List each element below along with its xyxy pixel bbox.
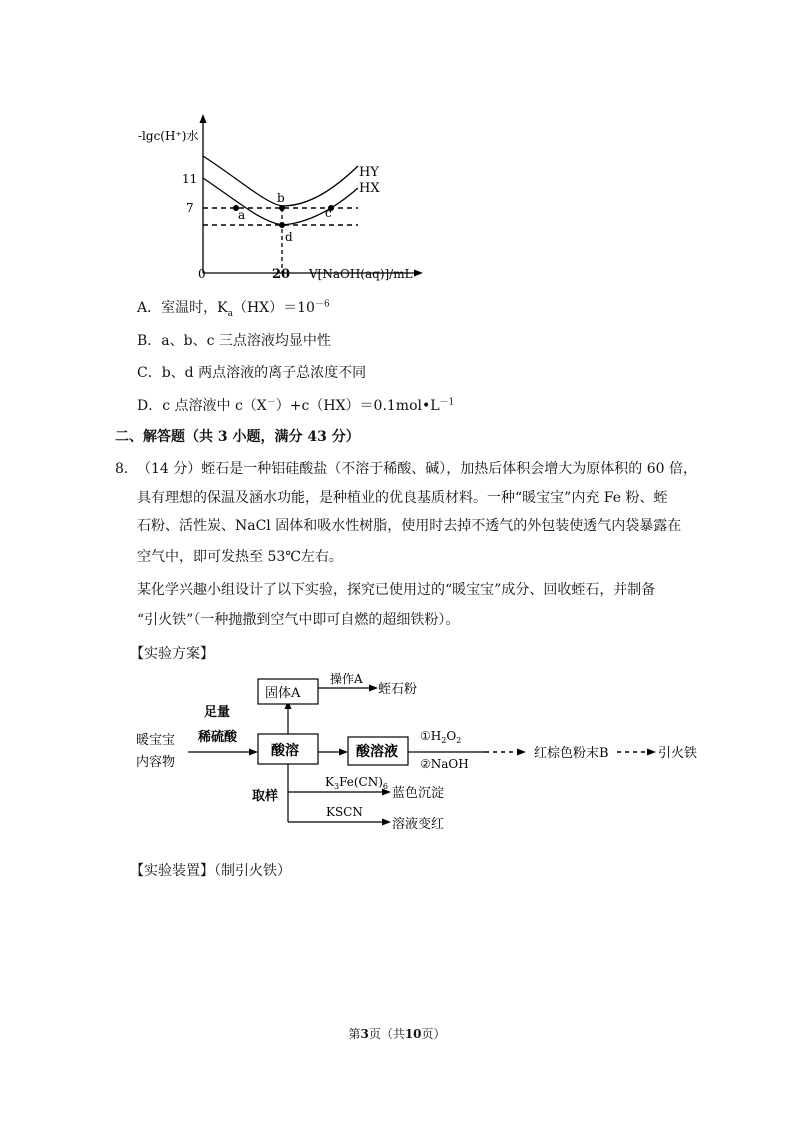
box-acid-solution-label: 酸溶液 <box>356 744 398 760</box>
reagent-kscn: KSCN <box>326 805 363 819</box>
step-2-naoh: ②NaOH <box>420 757 469 771</box>
experiment-flowchart <box>130 668 698 858</box>
point-b-dot <box>279 205 285 211</box>
q8-line-1: （14 分）蛭石是一种铝硅酸盐（不溶于稀酸、碱），加热后体积会增大为原体积的 60 倍， <box>137 461 697 477</box>
powder-b: 红棕色粉末B <box>534 746 609 761</box>
point-c-label: c <box>325 206 332 220</box>
point-b-label: b <box>277 191 285 205</box>
step-1-h2o2: $①H_2O_2$ <box>420 729 462 745</box>
option-c: C．b、d 两点溶液的离子总浓度不同 <box>137 365 367 381</box>
device-label: 【实验装置】（制引火铁） <box>130 863 291 879</box>
point-a-label: a <box>238 208 246 222</box>
reagent-label-2: 稀硫酸 <box>198 730 238 745</box>
sample-label: 取样 <box>252 789 279 804</box>
box-acid-dissolve-label: 酸溶 <box>271 743 299 759</box>
point-d-label: d <box>285 230 293 244</box>
q8-number: 8． <box>115 461 138 477</box>
page-footer: 第3页（共10页） <box>348 1027 446 1041</box>
vermiculite-powder: 蛭石粉 <box>378 682 418 697</box>
option-b: B．a、b、c 三点溶液均显中性 <box>137 333 331 349</box>
titration-graph <box>130 108 430 288</box>
q8-line-5: 某化学兴趣小组设计了以下实验，探究已使用过的“暖宝宝”成分、回收蛭石，并制备 <box>137 582 656 598</box>
y-axis-label: -lgc(H⁺)水 <box>138 129 199 143</box>
ignition-iron: 引火铁 <box>658 746 698 761</box>
reagent-label-1: 足量 <box>204 705 231 720</box>
result-solution-red: 溶液变红 <box>392 817 445 832</box>
point-d-dot <box>279 222 285 228</box>
result-blue-precipitate: 蓝色沉淀 <box>392 786 445 801</box>
y-axis-arrow <box>200 114 207 123</box>
scheme-label: 【实验方案】 <box>130 646 214 662</box>
q8-line-4: 空气中，即可发热至 53℃左右。 <box>137 549 343 565</box>
x-axis-arrow <box>414 270 423 277</box>
q8-line-6: “引火铁”（一种抛撒到空气中即可自燃的超细铁粉）。 <box>137 612 460 628</box>
q8-line-3: 石粉、活性炭、NaCl 固体和吸水性树脂，使用时去掉不透气的外包装使透气内袋暴露在 <box>137 518 682 534</box>
box-solid-a-label: 固体A <box>265 686 301 701</box>
curve-hy-label: HY <box>359 165 379 180</box>
tick-20: 20 <box>272 267 291 282</box>
section-2-title: 二、解答题（共 3 小题，满分 43 分） <box>115 429 360 445</box>
input-label-1: 暖宝宝 <box>136 733 176 748</box>
reagent-k3fecn6: $K_3Fe(CN)_6$ <box>325 775 388 791</box>
tick-7: 7 <box>186 201 194 215</box>
origin-label: 0 <box>198 267 206 281</box>
option-d: D．c 点溶液中 $c(X^-)+c(HX)=0.1mol•L^{-1}$ <box>137 397 455 414</box>
curve-hx-label: HX <box>359 181 380 196</box>
option-a: A．室温时，$K_a(HX)=10^{-6}$ <box>137 299 330 319</box>
input-label-2: 内容物 <box>136 755 176 770</box>
operation-a-label: 操作A <box>330 672 363 686</box>
q8-line-2: 具有理想的保温及涵水功能，是种植业的优良基质材料。一种“暖宝宝”内充 Fe 粉、蛭 <box>137 490 668 506</box>
x-axis-label: V[NaOH(aq)]/mL <box>309 267 413 281</box>
tick-11: 11 <box>182 172 198 186</box>
